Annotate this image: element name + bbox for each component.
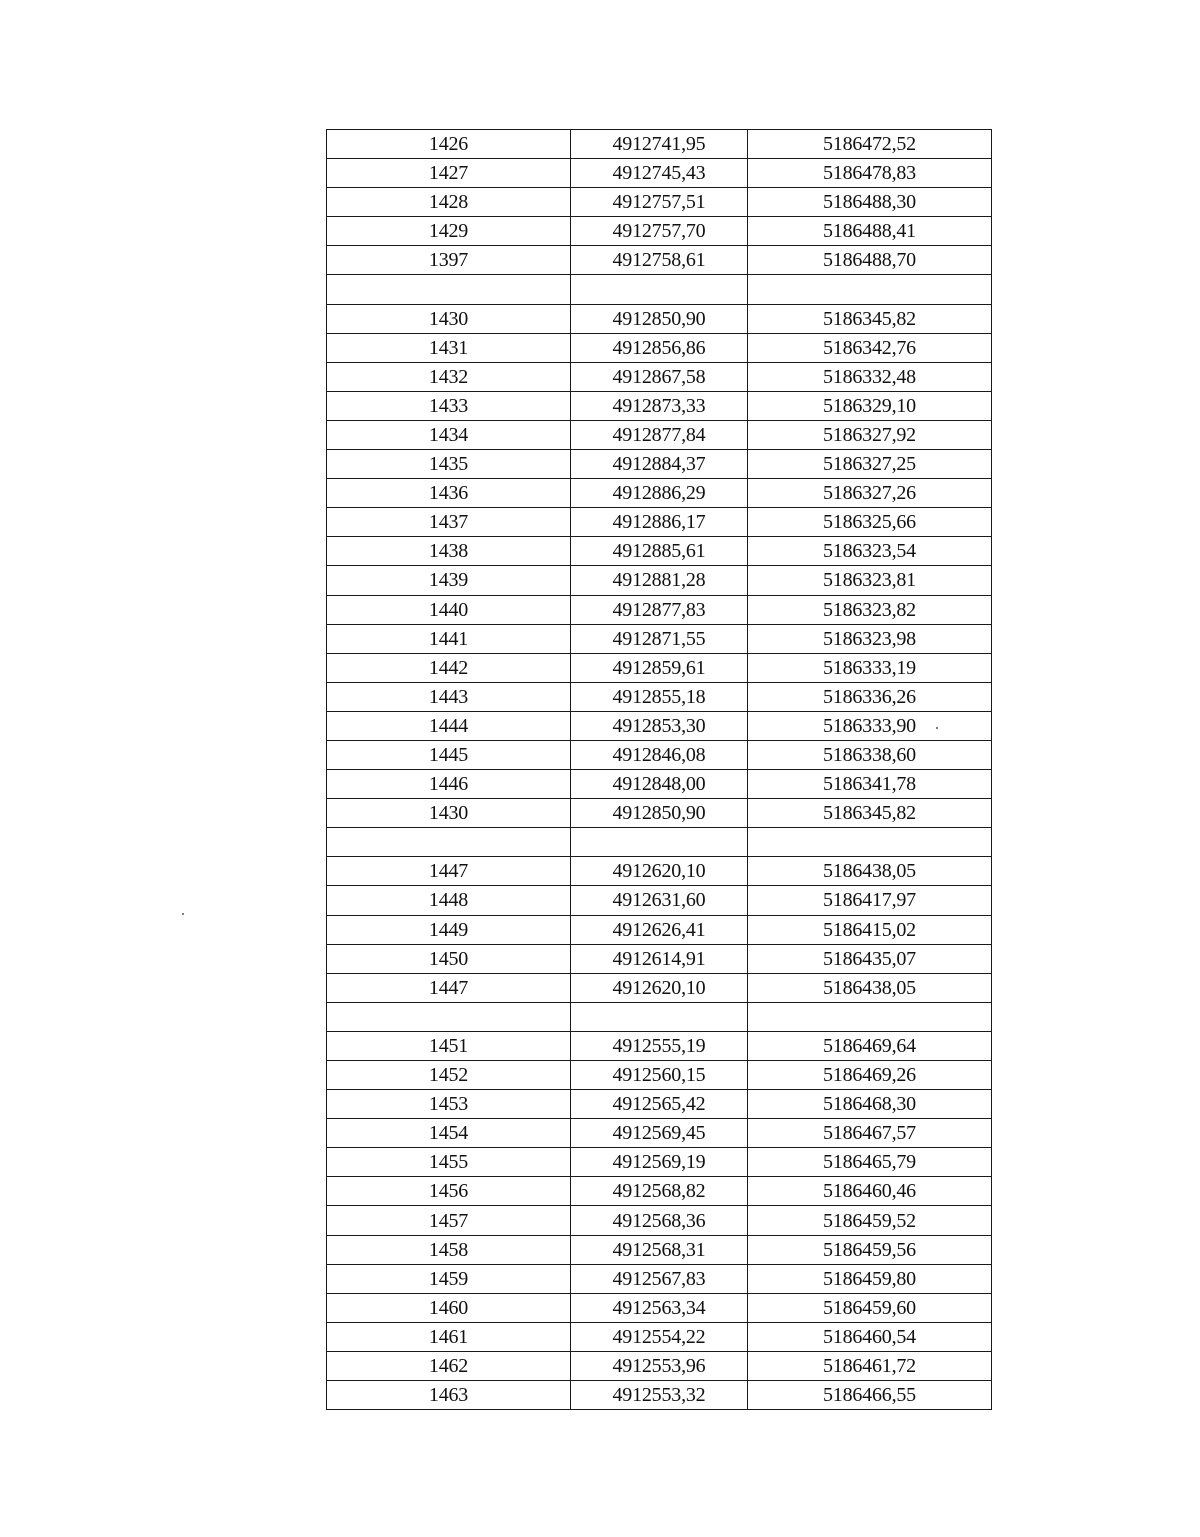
x-coordinate-cell: 4912563,34 (571, 1293, 748, 1322)
y-coordinate-cell: 5186323,82 (748, 595, 992, 624)
y-coordinate-cell: 5186459,80 (748, 1264, 992, 1293)
x-coordinate-cell: 4912757,51 (571, 188, 748, 217)
point-number-cell: 1455 (327, 1148, 571, 1177)
x-coordinate-cell: 4912614,91 (571, 944, 748, 973)
table-row (327, 479, 992, 508)
table-row (327, 740, 992, 769)
y-coordinate-cell: 5186469,26 (748, 1061, 992, 1090)
y-coordinate-cell: 5186332,48 (748, 362, 992, 391)
table-row (327, 886, 992, 915)
point-number-cell: 1397 (327, 246, 571, 275)
point-number-cell: 1460 (327, 1293, 571, 1322)
x-coordinate-cell: 4912560,15 (571, 1061, 748, 1090)
table-row (327, 1264, 992, 1293)
point-number-cell: 1432 (327, 362, 571, 391)
x-coordinate-cell: 4912626,41 (571, 915, 748, 944)
point-number-cell: 1436 (327, 479, 571, 508)
table-row (327, 1148, 992, 1177)
point-number-cell: 1452 (327, 1061, 571, 1090)
point-number-cell: 1459 (327, 1264, 571, 1293)
x-coordinate-cell: 4912877,83 (571, 595, 748, 624)
point-number-cell: 1451 (327, 1031, 571, 1060)
y-coordinate-cell: 5186478,83 (748, 159, 992, 188)
point-number-cell: 1438 (327, 537, 571, 566)
x-coordinate-cell: 4912886,17 (571, 508, 748, 537)
table-row (327, 857, 992, 886)
x-coordinate-cell: 4912856,86 (571, 333, 748, 362)
table-row (327, 711, 992, 740)
y-coordinate-cell (748, 828, 992, 857)
table-row (327, 537, 992, 566)
y-coordinate-cell: 5186467,57 (748, 1119, 992, 1148)
point-number-cell: 1434 (327, 420, 571, 449)
x-coordinate-cell: 4912885,61 (571, 537, 748, 566)
y-coordinate-cell: 5186323,54 (748, 537, 992, 566)
x-coordinate-cell: 4912620,10 (571, 973, 748, 1002)
y-coordinate-cell: 5186438,05 (748, 857, 992, 886)
point-number-cell: 1433 (327, 391, 571, 420)
x-coordinate-cell: 4912741,95 (571, 130, 748, 159)
x-coordinate-cell: 4912850,90 (571, 799, 748, 828)
y-coordinate-cell: 5186323,81 (748, 566, 992, 595)
table-row (327, 1119, 992, 1148)
table-row (327, 566, 992, 595)
y-coordinate-cell: 5186488,41 (748, 217, 992, 246)
table-row (327, 1206, 992, 1235)
table-row (327, 1381, 992, 1410)
y-coordinate-cell: 5186338,60 (748, 740, 992, 769)
table-row (327, 770, 992, 799)
table-row (327, 333, 992, 362)
x-coordinate-cell: 4912853,30 (571, 711, 748, 740)
table-row (327, 362, 992, 391)
x-coordinate-cell: 4912881,28 (571, 566, 748, 595)
x-coordinate-cell: 4912554,22 (571, 1322, 748, 1351)
table-row (327, 1177, 992, 1206)
y-coordinate-cell: 5186469,64 (748, 1031, 992, 1060)
y-coordinate-cell: 5186472,52 (748, 130, 992, 159)
y-coordinate-cell: 5186488,70 (748, 246, 992, 275)
x-coordinate-cell: 4912757,70 (571, 217, 748, 246)
y-coordinate-cell: 5186333,19 (748, 653, 992, 682)
y-coordinate-cell: 5186438,05 (748, 973, 992, 1002)
table-row (327, 1061, 992, 1090)
y-coordinate-cell: 5186460,54 (748, 1322, 992, 1351)
point-number-cell (327, 828, 571, 857)
y-coordinate-cell: 5186459,56 (748, 1235, 992, 1264)
y-coordinate-cell: 5186468,30 (748, 1090, 992, 1119)
x-coordinate-cell: 4912567,83 (571, 1264, 748, 1293)
table-row (327, 159, 992, 188)
table-row (327, 420, 992, 449)
y-coordinate-cell (748, 275, 992, 304)
table-row (327, 246, 992, 275)
coordinates-table-body (327, 130, 992, 1410)
x-coordinate-cell: 4912850,90 (571, 304, 748, 333)
y-coordinate-cell: 5186417,97 (748, 886, 992, 915)
point-number-cell: 1444 (327, 711, 571, 740)
y-coordinate-cell: 5186327,26 (748, 479, 992, 508)
point-number-cell: 1454 (327, 1119, 571, 1148)
y-coordinate-cell: 5186435,07 (748, 944, 992, 973)
y-coordinate-cell: 5186327,92 (748, 420, 992, 449)
x-coordinate-cell: 4912877,84 (571, 420, 748, 449)
point-number-cell: 1429 (327, 217, 571, 246)
y-coordinate-cell: 5186329,10 (748, 391, 992, 420)
table-row (327, 1322, 992, 1351)
coordinates-table (326, 129, 992, 1410)
point-number-cell: 1427 (327, 159, 571, 188)
table-row (327, 1235, 992, 1264)
y-coordinate-cell: 5186333,90 (748, 711, 992, 740)
y-coordinate-cell: 5186415,02 (748, 915, 992, 944)
table-row (327, 1293, 992, 1322)
point-number-cell: 1443 (327, 682, 571, 711)
y-coordinate-cell: 5186488,30 (748, 188, 992, 217)
y-coordinate-cell: 5186460,46 (748, 1177, 992, 1206)
point-number-cell: 1450 (327, 944, 571, 973)
y-coordinate-cell: 5186461,72 (748, 1351, 992, 1380)
x-coordinate-cell: 4912553,32 (571, 1381, 748, 1410)
y-coordinate-cell: 5186327,25 (748, 450, 992, 479)
point-number-cell: 1442 (327, 653, 571, 682)
point-number-cell: 1453 (327, 1090, 571, 1119)
y-coordinate-cell: 5186466,55 (748, 1381, 992, 1410)
point-number-cell: 1463 (327, 1381, 571, 1410)
point-number-cell: 1440 (327, 595, 571, 624)
point-number-cell: 1441 (327, 624, 571, 653)
x-coordinate-cell: 4912855,18 (571, 682, 748, 711)
y-coordinate-cell: 5186342,76 (748, 333, 992, 362)
table-row (327, 1031, 992, 1060)
table-row (327, 508, 992, 537)
x-coordinate-cell: 4912873,33 (571, 391, 748, 420)
point-number-cell: 1462 (327, 1351, 571, 1380)
x-coordinate-cell: 4912568,36 (571, 1206, 748, 1235)
table-row (327, 391, 992, 420)
table-row (327, 450, 992, 479)
table-row (327, 944, 992, 973)
point-number-cell: 1431 (327, 333, 571, 362)
x-coordinate-cell (571, 275, 748, 304)
x-coordinate-cell: 4912871,55 (571, 624, 748, 653)
table-row (327, 973, 992, 1002)
x-coordinate-cell (571, 828, 748, 857)
y-coordinate-cell: 5186345,82 (748, 304, 992, 333)
separator-row (327, 275, 992, 304)
point-number-cell: 1430 (327, 799, 571, 828)
y-coordinate-cell: 5186459,52 (748, 1206, 992, 1235)
x-coordinate-cell: 4912555,19 (571, 1031, 748, 1060)
table-row (327, 130, 992, 159)
point-number-cell (327, 1002, 571, 1031)
x-coordinate-cell: 4912631,60 (571, 886, 748, 915)
x-coordinate-cell: 4912569,19 (571, 1148, 748, 1177)
y-coordinate-cell: 5186459,60 (748, 1293, 992, 1322)
separator-row (327, 828, 992, 857)
x-coordinate-cell: 4912846,08 (571, 740, 748, 769)
point-number-cell: 1435 (327, 450, 571, 479)
x-coordinate-cell: 4912745,43 (571, 159, 748, 188)
x-coordinate-cell: 4912568,31 (571, 1235, 748, 1264)
scan-speck (936, 727, 938, 729)
point-number-cell: 1461 (327, 1322, 571, 1351)
x-coordinate-cell: 4912553,96 (571, 1351, 748, 1380)
x-coordinate-cell: 4912848,00 (571, 770, 748, 799)
point-number-cell: 1458 (327, 1235, 571, 1264)
x-coordinate-cell: 4912886,29 (571, 479, 748, 508)
y-coordinate-cell: 5186341,78 (748, 770, 992, 799)
table-row (327, 653, 992, 682)
point-number-cell: 1428 (327, 188, 571, 217)
table-row (327, 1090, 992, 1119)
x-coordinate-cell: 4912568,82 (571, 1177, 748, 1206)
point-number-cell: 1437 (327, 508, 571, 537)
point-number-cell: 1426 (327, 130, 571, 159)
table-row (327, 304, 992, 333)
table-row (327, 188, 992, 217)
separator-row (327, 1002, 992, 1031)
y-coordinate-cell: 5186323,98 (748, 624, 992, 653)
point-number-cell: 1439 (327, 566, 571, 595)
point-number-cell: 1445 (327, 740, 571, 769)
point-number-cell: 1457 (327, 1206, 571, 1235)
point-number-cell (327, 275, 571, 304)
x-coordinate-cell: 4912620,10 (571, 857, 748, 886)
x-coordinate-cell: 4912884,37 (571, 450, 748, 479)
table-row (327, 1351, 992, 1380)
scan-speck (182, 913, 184, 915)
table-row (327, 595, 992, 624)
point-number-cell: 1447 (327, 857, 571, 886)
table-row (327, 624, 992, 653)
point-number-cell: 1456 (327, 1177, 571, 1206)
x-coordinate-cell (571, 1002, 748, 1031)
point-number-cell: 1447 (327, 973, 571, 1002)
table-row (327, 217, 992, 246)
y-coordinate-cell: 5186465,79 (748, 1148, 992, 1177)
y-coordinate-cell: 5186336,26 (748, 682, 992, 711)
x-coordinate-cell: 4912758,61 (571, 246, 748, 275)
x-coordinate-cell: 4912867,58 (571, 362, 748, 391)
x-coordinate-cell: 4912569,45 (571, 1119, 748, 1148)
x-coordinate-cell: 4912859,61 (571, 653, 748, 682)
point-number-cell: 1449 (327, 915, 571, 944)
point-number-cell: 1446 (327, 770, 571, 799)
point-number-cell: 1430 (327, 304, 571, 333)
table-row (327, 799, 992, 828)
table-row (327, 682, 992, 711)
y-coordinate-cell: 5186325,66 (748, 508, 992, 537)
x-coordinate-cell: 4912565,42 (571, 1090, 748, 1119)
table-row (327, 915, 992, 944)
y-coordinate-cell (748, 1002, 992, 1031)
point-number-cell: 1448 (327, 886, 571, 915)
y-coordinate-cell: 5186345,82 (748, 799, 992, 828)
